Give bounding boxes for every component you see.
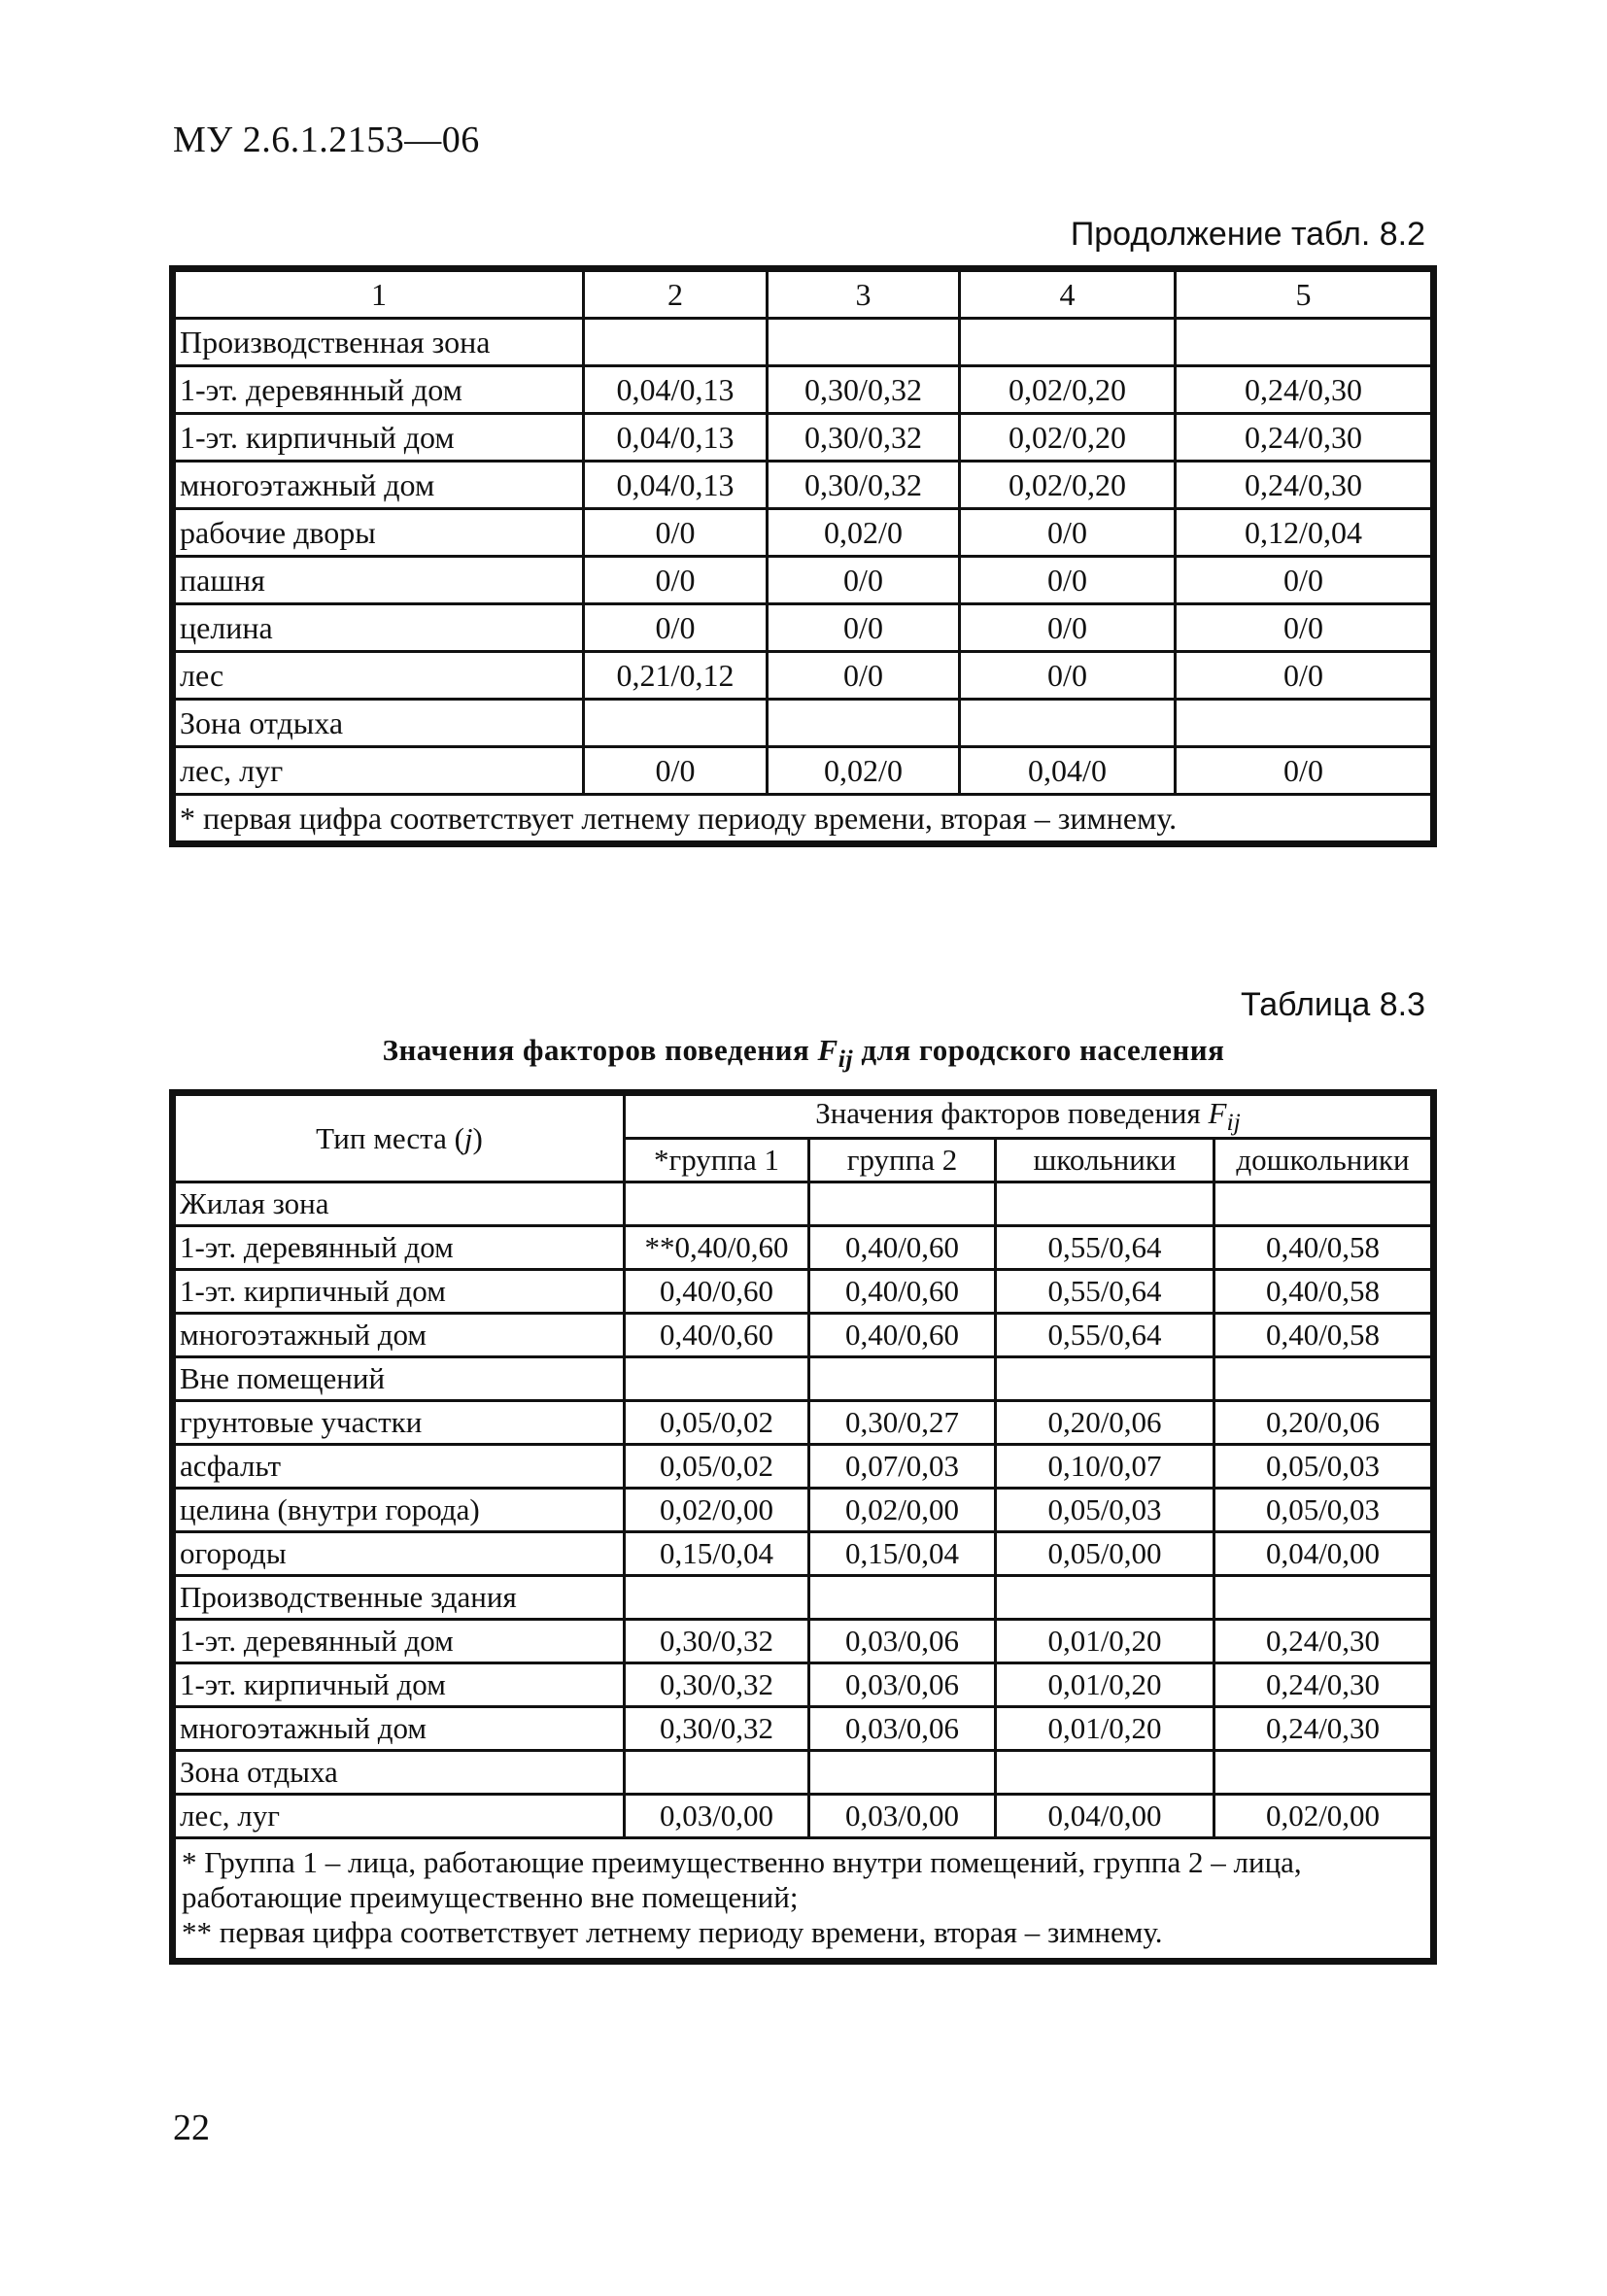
value-cell: 0,02/0,20	[960, 414, 1176, 462]
table-row	[175, 462, 1432, 509]
table-row	[175, 1576, 1432, 1620]
table-8-2	[173, 269, 1433, 843]
value-cell: 0,02/0,00	[625, 1489, 809, 1532]
value-cell	[996, 1357, 1214, 1401]
value-cell	[625, 1182, 809, 1226]
value-cell	[1214, 1751, 1432, 1795]
value-cell: 0,55/0,64	[996, 1314, 1214, 1357]
table-row	[175, 1620, 1432, 1663]
table-8-3	[173, 1093, 1433, 1961]
group-var: F	[1208, 1096, 1227, 1130]
group-sub: ij	[1226, 1108, 1241, 1137]
value-cell: 0,05/0,02	[625, 1401, 809, 1445]
table-row	[175, 366, 1432, 414]
table-row	[175, 700, 1432, 747]
value-cell: 0,05/0,00	[996, 1532, 1214, 1576]
title-sub: ij	[838, 1045, 854, 1074]
value-cell	[1214, 1357, 1432, 1401]
table-row	[175, 1489, 1432, 1532]
value-cell: 0,04/0,13	[584, 462, 768, 509]
value-cell: 0,30/0,32	[768, 366, 960, 414]
value-cell: 0,24/0,30	[1176, 366, 1432, 414]
row-label-cell: многоэтажный дом	[175, 462, 584, 509]
value-cell: 0,02/0,20	[960, 462, 1176, 509]
value-cell: 0/0	[768, 652, 960, 700]
table-row	[175, 1401, 1432, 1445]
value-cell: 0,30/0,27	[809, 1401, 996, 1445]
value-cell: 0,12/0,04	[1176, 509, 1432, 557]
value-cell	[584, 700, 768, 747]
value-cell: 0,03/0,00	[625, 1795, 809, 1838]
value-cell: 0,24/0,30	[1214, 1620, 1432, 1663]
value-cell: 0,24/0,30	[1176, 414, 1432, 462]
value-cell: 0,30/0,32	[768, 414, 960, 462]
value-cell: 0/0	[584, 604, 768, 652]
table-row	[175, 652, 1432, 700]
table-row	[175, 319, 1432, 366]
subheader-cell: группа 2	[809, 1139, 996, 1182]
value-cell: 0,40/0,60	[809, 1226, 996, 1270]
value-cell: 0,01/0,20	[996, 1707, 1214, 1751]
value-cell	[1214, 1182, 1432, 1226]
value-cell: 0,40/0,60	[625, 1314, 809, 1357]
column-number-cell: 3	[768, 271, 960, 319]
value-cell: 0,07/0,03	[809, 1445, 996, 1489]
row-label-cell: рабочие дворы	[175, 509, 584, 557]
row-label-cell: 1-эт. деревянный дом	[175, 366, 584, 414]
footnote-cell	[175, 1838, 1432, 1960]
value-cell: 0/0	[768, 557, 960, 604]
row-label-cell: Вне помещений	[175, 1357, 625, 1401]
value-cell	[996, 1182, 1214, 1226]
value-cell: 0,01/0,20	[996, 1620, 1214, 1663]
value-cell: 0,03/0,06	[809, 1707, 996, 1751]
column-number-cell: 1	[175, 271, 584, 319]
table-row	[175, 604, 1432, 652]
value-cell	[809, 1576, 996, 1620]
value-cell: 0,01/0,20	[996, 1663, 1214, 1707]
value-cell	[809, 1751, 996, 1795]
value-cell: 0,05/0,03	[1214, 1489, 1432, 1532]
value-cell: 0/0	[584, 747, 768, 795]
col-header-place-type	[175, 1095, 625, 1182]
row-label-cell: асфальт	[175, 1445, 625, 1489]
row-label-cell: целина	[175, 604, 584, 652]
value-cell: 0/0	[1176, 652, 1432, 700]
table-row	[175, 1663, 1432, 1707]
value-cell: 0,04/0,13	[584, 366, 768, 414]
table-row	[175, 557, 1432, 604]
table-8-3-label: Таблица 8.3	[1240, 986, 1425, 1023]
value-cell: 0,05/0,03	[996, 1489, 1214, 1532]
value-cell: 0,03/0,00	[809, 1795, 996, 1838]
value-cell: 0,04/0	[960, 747, 1176, 795]
row-label-cell: лес, луг	[175, 747, 584, 795]
row-label-cell: пашня	[175, 557, 584, 604]
value-cell: 0,40/0,58	[1214, 1270, 1432, 1314]
value-cell: 0,15/0,04	[625, 1532, 809, 1576]
subheader-cell: школьники	[996, 1139, 1214, 1182]
value-cell: 0,05/0,03	[1214, 1445, 1432, 1489]
value-cell	[768, 700, 960, 747]
value-cell: 0,04/0,13	[584, 414, 768, 462]
table-row	[175, 414, 1432, 462]
row-label-cell: многоэтажный дом	[175, 1314, 625, 1357]
title-var: F	[817, 1033, 838, 1067]
value-cell	[768, 319, 960, 366]
row-label-cell: целина (внутри города)	[175, 1489, 625, 1532]
column-number-cell: 5	[1176, 271, 1432, 319]
value-cell	[809, 1357, 996, 1401]
row-label-cell: 1-эт. кирпичный дом	[175, 1663, 625, 1707]
value-cell: 0/0	[960, 652, 1176, 700]
column-number-cell: 4	[960, 271, 1176, 319]
table-row	[175, 1445, 1432, 1489]
value-cell: 0/0	[960, 604, 1176, 652]
value-cell: 0,30/0,32	[625, 1707, 809, 1751]
row-label-cell: Жилая зона	[175, 1182, 625, 1226]
value-cell: 0/0	[1176, 557, 1432, 604]
row-label-cell: Зона отдыха	[175, 700, 584, 747]
table-row	[175, 1357, 1432, 1401]
value-cell: 0,02/0,20	[960, 366, 1176, 414]
row-label-cell: лес, луг	[175, 1795, 625, 1838]
col1-var: j	[463, 1120, 473, 1155]
page-number: 22	[173, 2108, 210, 2148]
col-header-group	[625, 1095, 1432, 1139]
row-label-cell: 1-эт. деревянный дом	[175, 1620, 625, 1663]
table-8-3-title	[0, 1033, 1607, 1074]
value-cell: 0,02/0,00	[809, 1489, 996, 1532]
value-cell	[1214, 1576, 1432, 1620]
value-cell: 0/0	[584, 557, 768, 604]
table-row	[175, 1226, 1432, 1270]
value-cell: 0,24/0,30	[1214, 1707, 1432, 1751]
footnote-cell: * первая цифра соответствует летнему периоду времени, вторая – зимнему.	[175, 795, 1432, 842]
value-cell: 0,03/0,06	[809, 1663, 996, 1707]
value-cell: 0,40/0,60	[625, 1270, 809, 1314]
row-label-cell: лес	[175, 652, 584, 700]
row-label-cell: 1-эт. деревянный дом	[175, 1226, 625, 1270]
value-cell: 0,40/0,60	[809, 1314, 996, 1357]
value-cell	[996, 1576, 1214, 1620]
table-8-2-caption: Продолжение табл. 8.2	[1070, 216, 1425, 253]
row-label-cell: 1-эт. кирпичный дом	[175, 1270, 625, 1314]
value-cell: 0,05/0,02	[625, 1445, 809, 1489]
value-cell: 0/0	[960, 509, 1176, 557]
col1-suffix: )	[472, 1120, 483, 1155]
table-row	[175, 509, 1432, 557]
value-cell: 0/0	[1176, 747, 1432, 795]
value-cell: 0,15/0,04	[809, 1532, 996, 1576]
table-row	[175, 747, 1432, 795]
value-cell: 0,02/0	[768, 509, 960, 557]
row-label-cell: Производственная зона	[175, 319, 584, 366]
table-row	[175, 1751, 1432, 1795]
table-row	[175, 1182, 1432, 1226]
value-cell: 0,24/0,30	[1214, 1663, 1432, 1707]
value-cell: 0,10/0,07	[996, 1445, 1214, 1489]
group-prefix: Значения факторов поведения	[815, 1096, 1209, 1130]
value-cell	[960, 700, 1176, 747]
table-header-row	[175, 271, 1432, 319]
value-cell: 0/0	[1176, 604, 1432, 652]
row-label-cell: Производственные здания	[175, 1576, 625, 1620]
value-cell: 0,02/0	[768, 747, 960, 795]
value-cell: 0/0	[584, 509, 768, 557]
value-cell: 0,55/0,64	[996, 1270, 1214, 1314]
value-cell	[996, 1751, 1214, 1795]
row-label-cell: 1-эт. кирпичный дом	[175, 414, 584, 462]
row-label-cell: грунтовые участки	[175, 1401, 625, 1445]
value-cell: 0,40/0,58	[1214, 1226, 1432, 1270]
document-code: МУ 2.6.1.2153—06	[173, 120, 480, 160]
subheader-cell: дошкольники	[1214, 1139, 1432, 1182]
table-row	[175, 1532, 1432, 1576]
row-label-cell: Зона отдыха	[175, 1751, 625, 1795]
footnote-line: ** первая цифра соответствует летнему периоду времени, вторая – зимнему.	[182, 1915, 1163, 1950]
value-cell: 0,21/0,12	[584, 652, 768, 700]
value-cell	[1176, 319, 1432, 366]
value-cell: 0,04/0,00	[1214, 1532, 1432, 1576]
value-cell: 0,30/0,32	[625, 1620, 809, 1663]
subheader-cell: *группа 1	[625, 1139, 809, 1182]
value-cell	[584, 319, 768, 366]
value-cell	[960, 319, 1176, 366]
value-cell	[1176, 700, 1432, 747]
row-label-cell: огороды	[175, 1532, 625, 1576]
value-cell: 0,03/0,06	[809, 1620, 996, 1663]
table-row	[175, 1314, 1432, 1357]
value-cell: 0/0	[768, 604, 960, 652]
row-label-cell: многоэтажный дом	[175, 1707, 625, 1751]
value-cell: 0/0	[960, 557, 1176, 604]
value-cell: 0,20/0,06	[996, 1401, 1214, 1445]
value-cell: 0,04/0,00	[996, 1795, 1214, 1838]
value-cell: 0,20/0,06	[1214, 1401, 1432, 1445]
table-header-row	[175, 1095, 1432, 1139]
value-cell: 0,24/0,30	[1176, 462, 1432, 509]
value-cell: 0,40/0,60	[809, 1270, 996, 1314]
value-cell: 0,02/0,00	[1214, 1795, 1432, 1838]
column-number-cell: 2	[584, 271, 768, 319]
value-cell: 0,40/0,58	[1214, 1314, 1432, 1357]
value-cell: 0,55/0,64	[996, 1226, 1214, 1270]
table-row	[175, 1795, 1432, 1838]
col1-prefix: Тип места (	[316, 1120, 464, 1155]
table-row	[175, 1270, 1432, 1314]
value-cell	[625, 1576, 809, 1620]
footnote-line: * Группа 1 – лица, работающие преимущественно внутри помещений, группа 2 – лица, работающие преимущественно вне помещений;	[182, 1845, 1302, 1915]
table-row	[175, 1707, 1432, 1751]
title-prefix: Значения факторов поведения	[382, 1033, 818, 1067]
value-cell	[809, 1182, 996, 1226]
value-cell: 0,30/0,32	[625, 1663, 809, 1707]
value-cell	[625, 1357, 809, 1401]
value-cell	[625, 1751, 809, 1795]
title-suffix: для городского населения	[853, 1033, 1225, 1067]
footnote-row	[175, 1838, 1432, 1960]
value-cell: **0,40/0,60	[625, 1226, 809, 1270]
footnote-row	[175, 795, 1432, 842]
value-cell: 0,30/0,32	[768, 462, 960, 509]
